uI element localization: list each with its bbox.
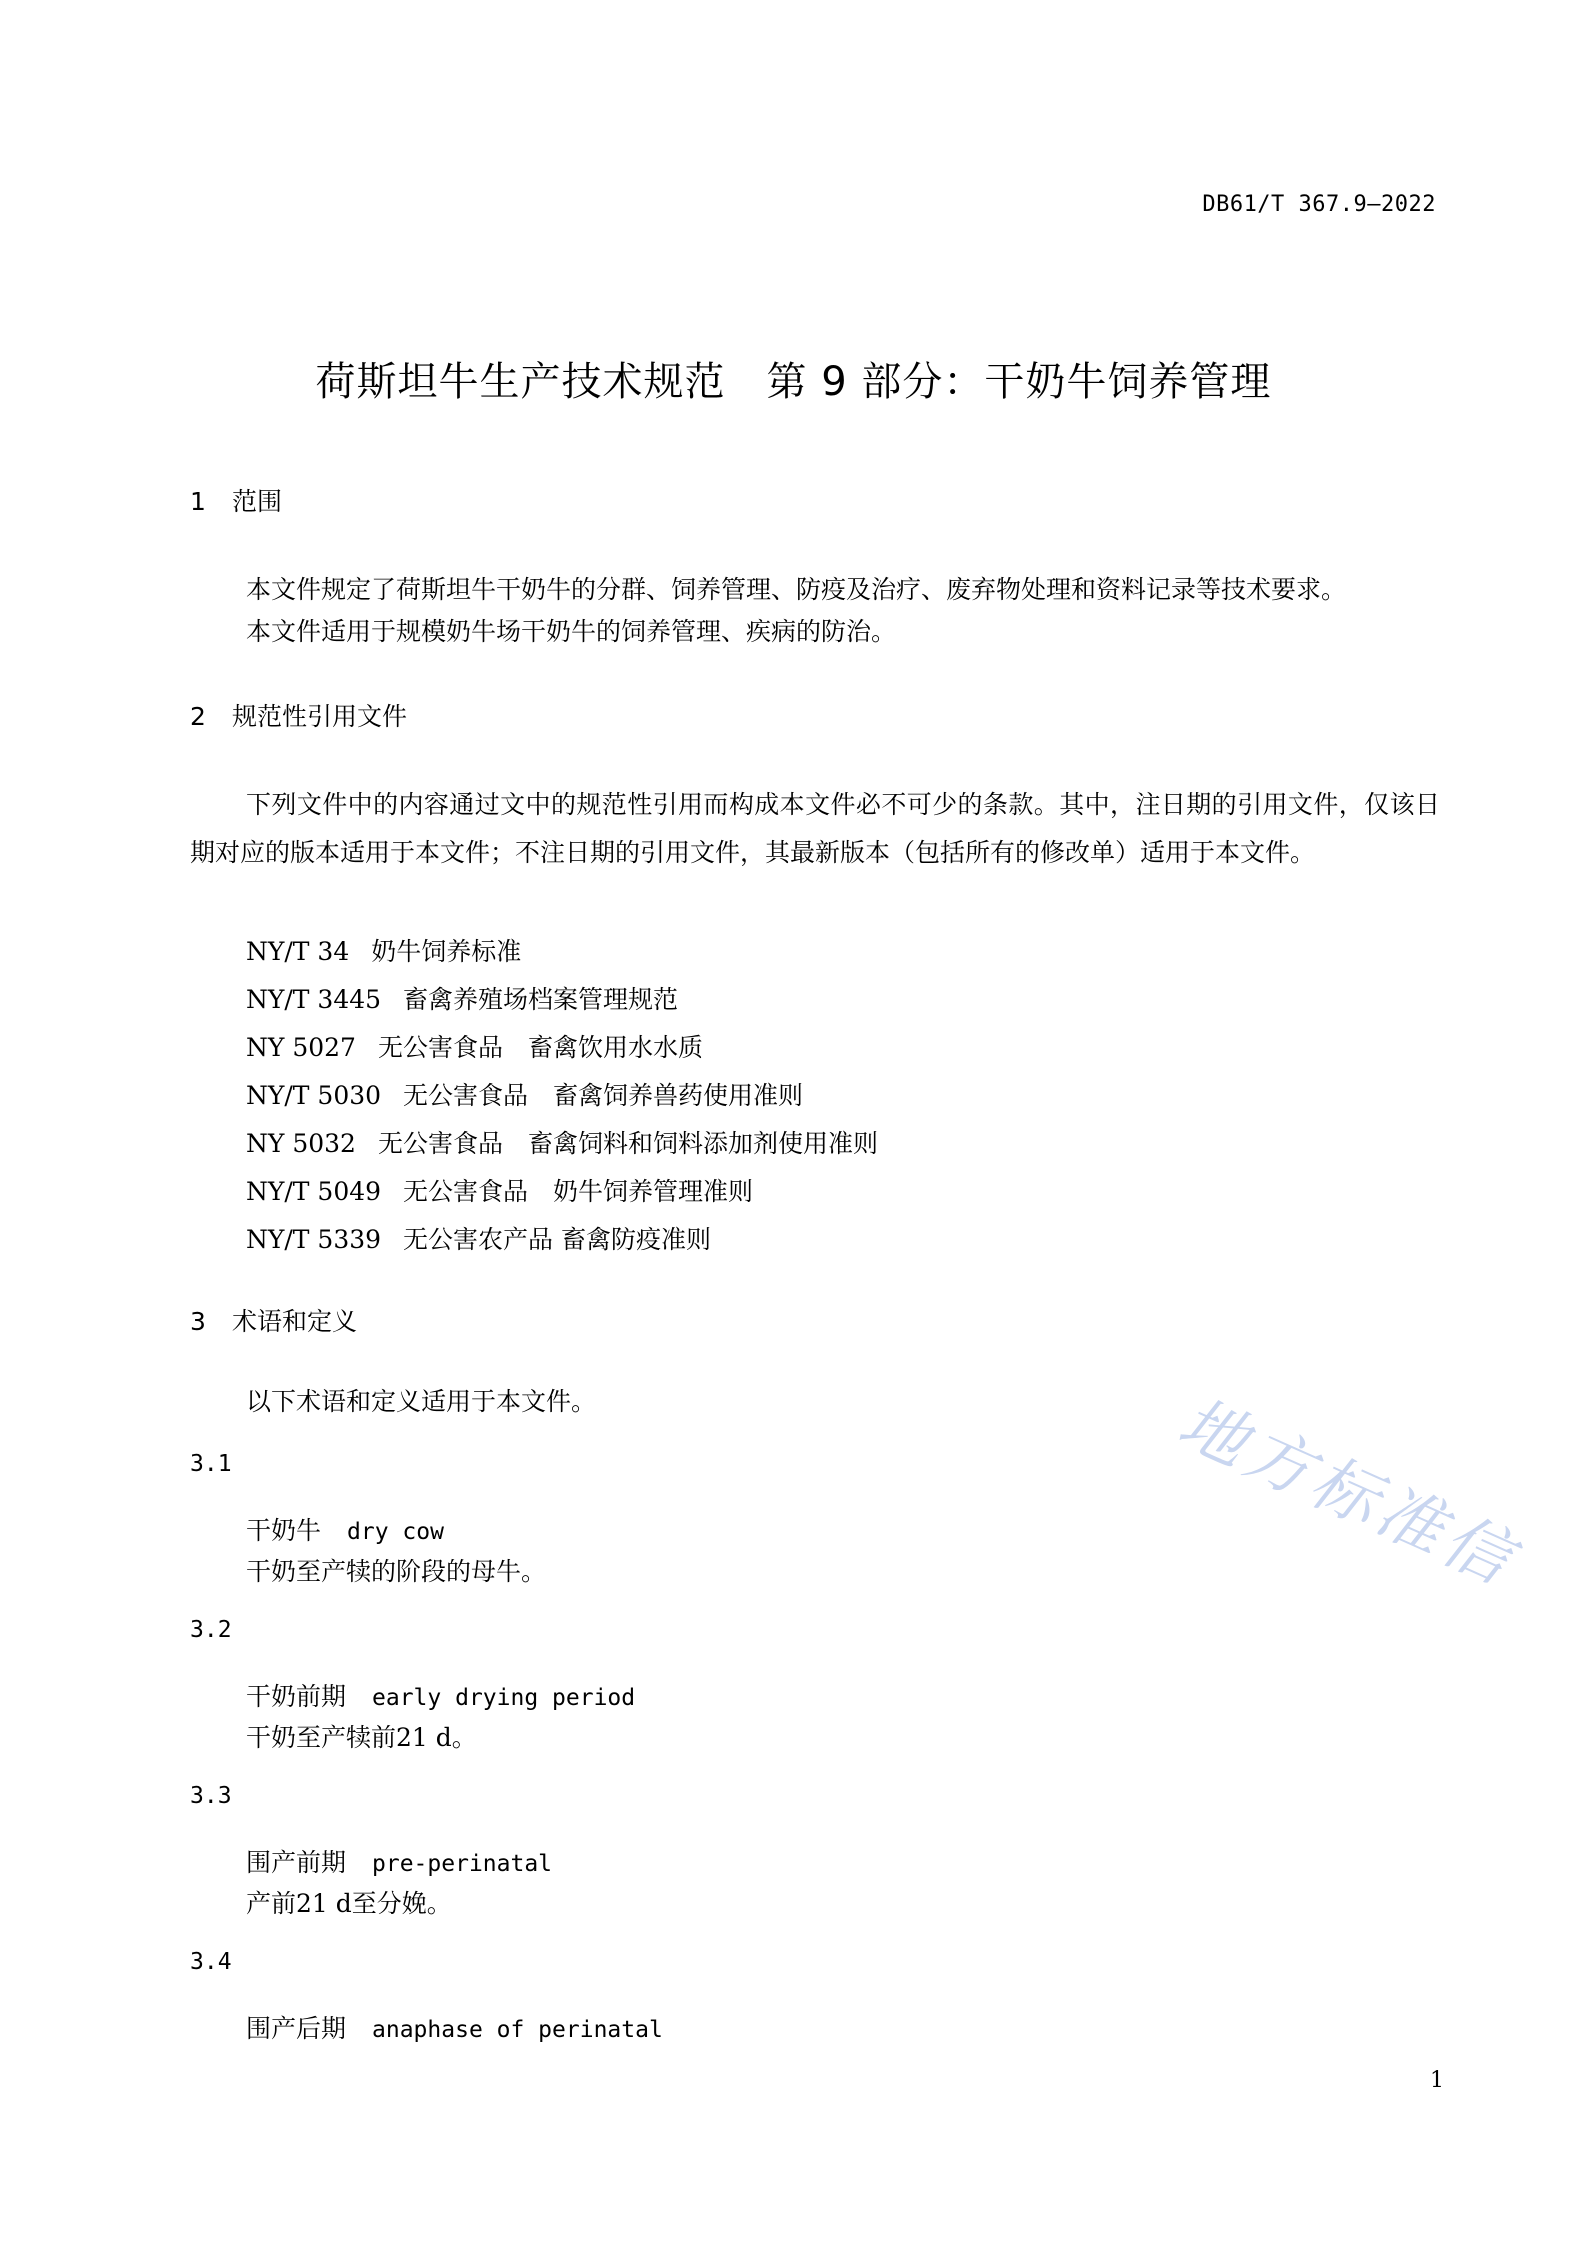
term-chinese: 围产后期 bbox=[246, 2014, 347, 2043]
section-number: 1 bbox=[190, 487, 206, 516]
reference-code: NY/T 5339 bbox=[246, 1225, 382, 1254]
reference-name: 畜禽养殖场档案管理规范 bbox=[403, 985, 679, 1014]
term-entry bbox=[246, 1843, 552, 1879]
section-1-heading bbox=[190, 482, 282, 518]
reference-item bbox=[246, 1028, 703, 1064]
reference-code: NY 5032 bbox=[246, 1129, 356, 1158]
reference-item bbox=[246, 1076, 803, 1112]
reference-code: NY/T 3445 bbox=[246, 985, 382, 1014]
term-number: 3.2 bbox=[190, 1617, 232, 1643]
reference-item bbox=[246, 1220, 711, 1256]
reference-name: 无公害农产品 畜禽防疫准则 bbox=[403, 1225, 711, 1254]
document-code: DB61/T 367.9—2022 bbox=[1202, 192, 1436, 217]
term-definition: 干奶至产犊的阶段的母牛。 bbox=[246, 1557, 547, 1586]
term-entry bbox=[246, 2009, 663, 2045]
term-definition: 干奶至产犊前21 d。 bbox=[246, 1723, 477, 1752]
reference-code: NY 5027 bbox=[246, 1033, 356, 1062]
term-number: 3.3 bbox=[190, 1783, 232, 1809]
reference-item bbox=[246, 932, 521, 968]
term-number: 3.1 bbox=[190, 1451, 232, 1477]
section-3-heading bbox=[190, 1302, 357, 1338]
reference-code: NY/T 34 bbox=[246, 937, 350, 966]
section-title: 术语和定义 bbox=[232, 1307, 358, 1336]
reference-code: NY/T 5049 bbox=[246, 1177, 382, 1206]
watermark: 地方标准信 bbox=[1167, 1383, 1528, 1601]
reference-item bbox=[246, 980, 678, 1016]
term-definition: 产前21 d至分娩。 bbox=[246, 1889, 452, 1918]
reference-code: NY/T 5030 bbox=[246, 1081, 382, 1110]
section-number: 2 bbox=[190, 702, 206, 731]
term-chinese: 围产前期 bbox=[246, 1848, 347, 1877]
reference-name: 无公害食品 畜禽饲养兽药使用准则 bbox=[403, 1081, 804, 1110]
reference-name: 无公害食品 奶牛饲养管理准则 bbox=[403, 1177, 754, 1206]
term-english: dry cow bbox=[347, 1519, 444, 1545]
term-entry bbox=[246, 1511, 444, 1547]
term-english: pre-perinatal bbox=[372, 1851, 553, 1877]
scope-paragraph-2: 本文件适用于规模奶牛场干奶牛的饲养管理、疾病的防治。 bbox=[246, 617, 897, 646]
reference-item bbox=[246, 1124, 878, 1160]
section-2-heading bbox=[190, 697, 407, 733]
term-chinese: 干奶前期 bbox=[246, 1682, 347, 1711]
term-number: 3.4 bbox=[190, 1949, 232, 1975]
term-entry bbox=[246, 1677, 635, 1713]
terms-intro: 以下术语和定义适用于本文件。 bbox=[246, 1387, 597, 1416]
normative-refs-intro: 下列文件中的内容通过文中的规范性引用而构成本文件必不可少的条款。其中，注日期的引用文件，仅该日期对应的版本适用于本文件；不注日期的引用文件，其最新版本（包括所有的修改单）适用于本文件。 bbox=[190, 790, 1440, 867]
reference-item bbox=[246, 1172, 753, 1208]
term-english: early drying period bbox=[372, 1685, 636, 1711]
term-chinese: 干奶牛 bbox=[246, 1516, 322, 1545]
section-title: 规范性引用文件 bbox=[232, 702, 408, 731]
section-number: 3 bbox=[190, 1307, 206, 1336]
reference-name: 无公害食品 畜禽饲料和饲料添加剂使用准则 bbox=[377, 1129, 878, 1158]
page-number: 1 bbox=[1430, 2068, 1444, 2093]
reference-name: 无公害食品 畜禽饮用水水质 bbox=[377, 1033, 703, 1062]
term-english: anaphase of perinatal bbox=[372, 2017, 663, 2043]
section-title: 范围 bbox=[232, 487, 283, 516]
document-title: 荷斯坦牛生产技术规范 第 9 部分：干奶牛饲养管理 bbox=[315, 359, 1272, 405]
reference-name: 奶牛饲养标准 bbox=[371, 937, 522, 966]
scope-paragraph-1: 本文件规定了荷斯坦牛干奶牛的分群、饲养管理、防疫及治疗、废弃物处理和资料记录等技术要求。 bbox=[246, 575, 1347, 604]
